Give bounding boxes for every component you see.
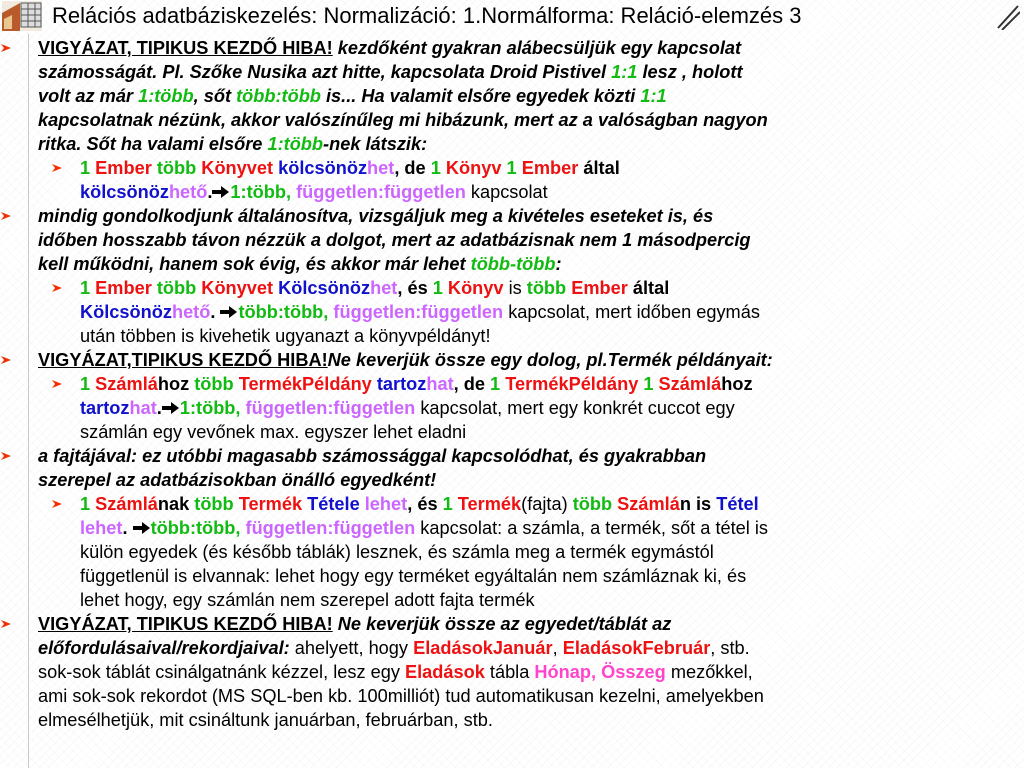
text-run: 1	[490, 374, 501, 394]
text-run: n is	[679, 494, 717, 514]
text-run: lehet	[80, 518, 123, 538]
text-run: , de	[453, 374, 491, 394]
slide-header	[0, 0, 1024, 34]
sub-bullet-paragraph	[80, 492, 1022, 612]
text-run: 1:több	[267, 134, 324, 154]
text-run: több	[189, 494, 234, 514]
text-run: is... Ha valamit elsőre egyedek közti	[320, 86, 641, 106]
text-line	[80, 540, 1022, 564]
text-run: , de	[394, 158, 431, 178]
text-run: 1	[80, 374, 91, 394]
text-run: 1	[501, 158, 517, 178]
text-line	[80, 564, 1022, 588]
bullet-paragraph	[38, 444, 1022, 492]
text-run: kezdőként gyakran alábecsüljük egy kapcsolat	[332, 38, 742, 58]
text-run: független:független	[328, 302, 504, 322]
bullet-paragraph	[38, 36, 1022, 156]
text-run: , és	[397, 278, 433, 298]
text-run: Kölcsönöz	[80, 302, 172, 322]
text-line	[80, 372, 1022, 396]
text-run: hető	[171, 302, 211, 322]
text-run: több-több	[470, 254, 556, 274]
text-run: (fajta)	[521, 494, 573, 514]
text-line	[38, 36, 1022, 60]
text-run: is	[503, 278, 527, 298]
text-line	[38, 228, 1022, 252]
arrow-bullet-icon	[51, 378, 63, 390]
text-run: független:független	[240, 398, 416, 418]
text-line	[80, 156, 1022, 180]
text-run: sok-sok táblát csinálgatnánk kézzel, lesz egy	[38, 662, 405, 682]
text-run: kölcsönöz	[80, 182, 169, 202]
text-line	[80, 396, 1022, 420]
text-line	[38, 132, 1022, 156]
text-run: VIGYÁZAT, TIPIKUS KEZDŐ HIBA!	[38, 38, 333, 58]
text-run: hat	[426, 374, 454, 394]
text-run: kölcsönöz	[273, 158, 368, 178]
text-run: ahelyett, hogy	[289, 638, 414, 658]
text-line	[38, 252, 1022, 276]
bricks-logo-icon	[2, 1, 42, 31]
text-run: Termék	[233, 494, 303, 514]
text-run: Számlá	[653, 374, 722, 394]
slide-title: Relációs adatbáziskezelés: Normalizáció: 1.Normálforma: Reláció-elemzés 3	[52, 3, 802, 28]
diagonal-lines-icon[interactable]	[996, 4, 1020, 30]
text-run: kapcsolat	[465, 182, 548, 202]
text-line	[38, 636, 1022, 660]
text-line	[38, 60, 1022, 84]
text-run: független:független	[240, 518, 416, 538]
text-run: Eladások	[404, 662, 485, 682]
bullet-paragraph	[38, 204, 1022, 276]
arrow-bullet-icon	[51, 282, 63, 294]
text-run: tábla	[484, 662, 535, 682]
text-run: független:független	[291, 182, 466, 202]
text-run: tartoz	[80, 398, 130, 418]
text-run: .	[156, 398, 162, 418]
text-run: 1	[80, 278, 91, 298]
text-run: több	[151, 158, 197, 178]
text-run: 1:több,	[179, 398, 241, 418]
text-run: több	[151, 278, 197, 298]
text-line	[80, 492, 1022, 516]
text-run: , sőt	[193, 86, 237, 106]
text-run: hoz	[721, 374, 753, 394]
text-run: Könyv	[442, 278, 504, 298]
arrow-bullet-icon	[0, 42, 12, 54]
text-run: 1:1	[640, 86, 667, 106]
text-line	[38, 84, 1022, 108]
text-run: EladásokFebruár	[562, 638, 711, 658]
right-arrow-icon	[220, 305, 238, 319]
text-run: számosságát. Pl. Szőke Nusika azt hitte, kapcsolata Droid Pistivel	[38, 62, 612, 82]
text-line	[80, 588, 1022, 612]
text-run: mindig gondolkodjunk általánosítva, vizsgáljuk meg a kivételes eseteket is, és	[38, 206, 714, 226]
bullet-paragraph	[38, 612, 1022, 732]
text-run: Tétel	[716, 494, 759, 514]
text-run: -nek látszik:	[323, 134, 428, 154]
text-run: tartoz	[371, 374, 427, 394]
text-run: .	[122, 518, 133, 538]
slide-content	[0, 36, 1024, 732]
arrow-bullet-icon	[0, 210, 12, 222]
text-run: 1	[638, 374, 654, 394]
text-run: Ember	[516, 158, 579, 178]
text-run: hető	[168, 182, 208, 202]
text-line	[80, 420, 1022, 444]
text-run: Számlá	[90, 494, 158, 514]
text-run: Ember	[90, 278, 152, 298]
text-run: TermékPéldány	[233, 374, 372, 394]
text-run: , és	[407, 494, 443, 514]
sub-bullet-paragraph	[80, 372, 1022, 444]
arrow-bullet-icon	[51, 498, 63, 510]
text-run: 1	[80, 494, 91, 514]
text-run: 1	[442, 494, 453, 514]
bullet-paragraph	[38, 348, 1022, 372]
arrow-bullet-icon	[0, 618, 12, 630]
text-run: ,	[552, 638, 563, 658]
text-run: ritka. Sőt ha valami elsőre	[38, 134, 268, 154]
text-run: függetlenül is elvannak: lehet hogy egy terméket egyáltalán nem számláznak ki, és	[80, 566, 747, 586]
text-run: Tétele	[302, 494, 360, 514]
text-run: számlán egy vevőnek max. egyszer lehet eladni	[80, 422, 467, 442]
text-run: Termék	[452, 494, 522, 514]
arrow-bullet-icon	[51, 162, 63, 174]
right-arrow-icon	[162, 401, 180, 415]
text-run: által	[578, 158, 620, 178]
text-run: 1:1	[611, 62, 638, 82]
text-run: kapcsolat: a számla, a termék, sőt a tétel is	[415, 518, 769, 538]
text-run: által	[627, 278, 670, 298]
text-run: VIGYÁZAT, TIPIKUS KEZDŐ HIBA!	[38, 614, 333, 634]
text-run: előfordulásaival/rekordjaival:	[38, 638, 290, 658]
text-run: ami sok-sok rekordot (MS SQL-ben kb. 100milliót) tud automatikusan kezelni, amelyekben	[38, 686, 764, 706]
text-run: több	[189, 374, 234, 394]
text-run: elmesélhetjük, mit csináltunk januárban, februárban, stb.	[38, 710, 493, 730]
text-run: EladásokJanuár	[413, 638, 553, 658]
text-line	[38, 108, 1022, 132]
text-run: volt az már	[38, 86, 139, 106]
text-run: , stb.	[710, 638, 750, 658]
sub-bullet-paragraph	[80, 156, 1022, 204]
text-run: 1	[80, 158, 91, 178]
text-run: több	[572, 494, 613, 514]
text-run: kapcsolat, mert egy konkrét cuccot egy	[415, 398, 735, 418]
text-run: 1:több,	[230, 182, 292, 202]
text-run: Ne keverjük össze az egyedet/táblát az	[332, 614, 672, 634]
right-arrow-icon	[212, 185, 230, 199]
text-run: kapcsolatnak nézünk, akkor valószínűleg mi hibázunk, mert az a valóságban nagyon	[38, 110, 768, 130]
text-run: hat	[129, 398, 157, 418]
text-run: Számlá	[90, 374, 158, 394]
text-run: :	[555, 254, 562, 274]
text-run: VIGYÁZAT,TIPIKUS KEZDŐ HIBA!	[38, 350, 328, 370]
text-line	[80, 324, 1022, 348]
text-run: Ember	[566, 278, 628, 298]
text-run: szerepel az adatbázisokban önálló egyedként!	[38, 470, 437, 490]
text-run: Ember	[90, 158, 152, 178]
text-run: időben hosszabb távon nézzük a dolgot, mert az adatbázisnak nem 1 másodpercig	[38, 230, 751, 250]
text-run: 1:több	[138, 86, 194, 106]
text-line	[38, 660, 1022, 684]
text-run: Könyvet	[196, 158, 274, 178]
text-line	[80, 276, 1022, 300]
text-run: Számlá	[612, 494, 680, 514]
text-run: a fajtájával: ez utóbbi magasabb számossággal kapcsolódhat, és gyakrabban	[38, 446, 707, 466]
text-line	[38, 708, 1022, 732]
text-line	[38, 348, 1022, 372]
text-line	[38, 444, 1022, 468]
text-run: több:több,	[150, 518, 241, 538]
text-line	[38, 204, 1022, 228]
text-run: lehet	[359, 494, 408, 514]
text-run: kapcsolat, mert időben egymás	[503, 302, 760, 322]
text-run: hoz	[157, 374, 190, 394]
text-run: külön egyedek (és később táblák) lesznek, és számla meg a termék egymástól	[80, 542, 714, 562]
text-line	[38, 468, 1022, 492]
text-run: TermékPéldány	[500, 374, 639, 394]
text-run: több	[526, 278, 567, 298]
arrow-bullet-icon	[0, 354, 12, 366]
text-run: nak	[157, 494, 190, 514]
text-run: 1	[432, 278, 443, 298]
text-run: Kölcsönöz	[273, 278, 371, 298]
text-run: lehet hogy, egy számlán nem szerepel adott fajta termék	[80, 590, 535, 610]
text-run: kell működni, hanem sok évig, és akkor már lehet	[38, 254, 471, 274]
text-run: Hónap, Összeg	[534, 662, 666, 682]
text-run: több:több	[236, 86, 321, 106]
text-run: .	[210, 302, 221, 322]
right-arrow-icon	[133, 521, 151, 535]
text-run: het	[370, 278, 398, 298]
text-run: .	[207, 182, 213, 202]
text-line	[38, 612, 1022, 636]
text-run: több:több,	[238, 302, 329, 322]
text-line	[38, 684, 1022, 708]
arrow-bullet-icon	[0, 450, 12, 462]
text-line	[80, 180, 1022, 204]
text-line	[80, 300, 1022, 324]
text-run: Ne keverjük össze egy dolog, pl.Termék példányait:	[327, 350, 773, 370]
text-line	[80, 516, 1022, 540]
text-run: lesz , holott	[637, 62, 743, 82]
text-run: het	[367, 158, 395, 178]
text-run: Könyv	[440, 158, 502, 178]
text-run: után többen is kivehetik ugyanazt a könyvpéldányt!	[80, 326, 491, 346]
text-run: 1	[430, 158, 441, 178]
text-run: mezőkkel,	[665, 662, 753, 682]
sub-bullet-paragraph	[80, 276, 1022, 348]
text-run: Könyvet	[196, 278, 274, 298]
